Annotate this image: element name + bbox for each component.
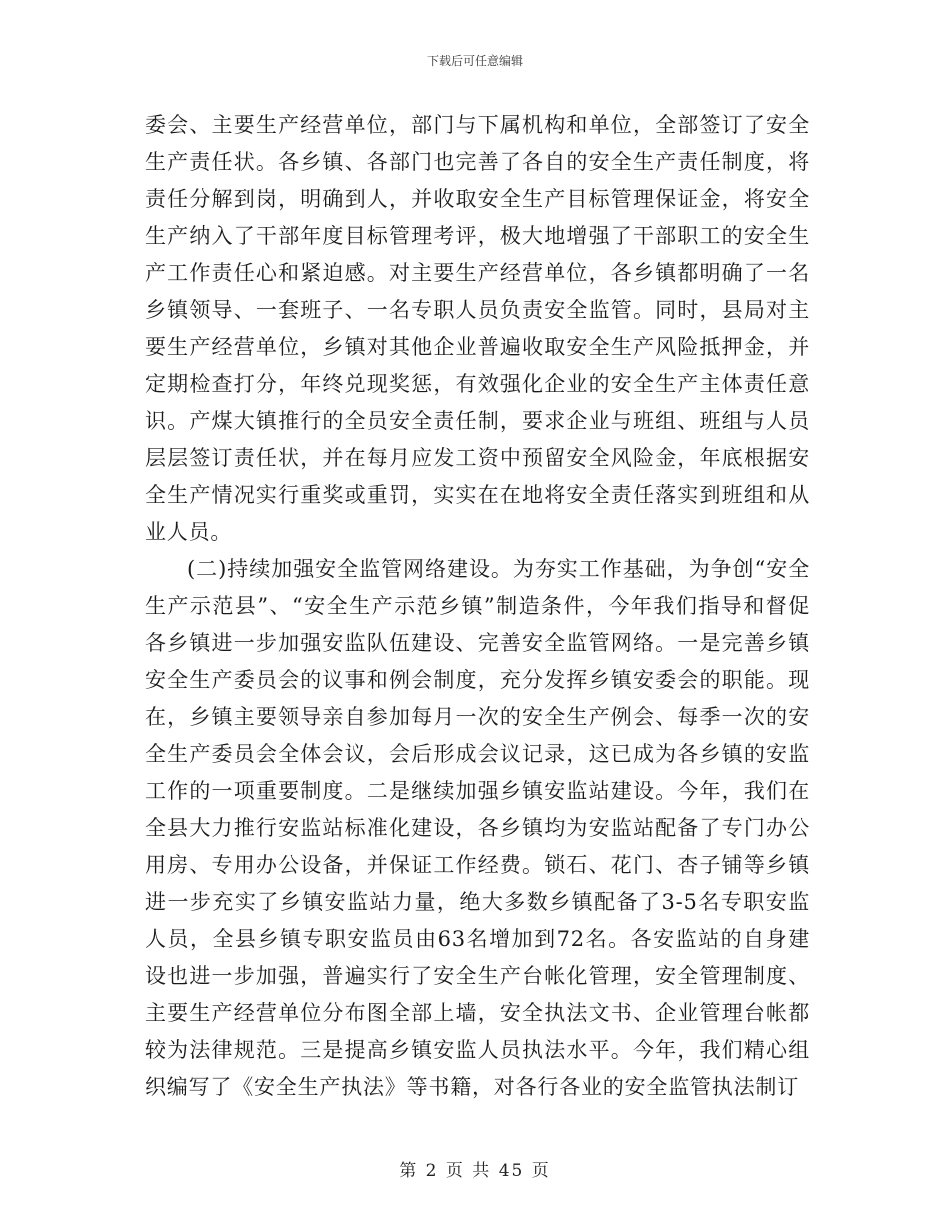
body-paragraph-2: (二)持续加强安全监管网络建设。为夯实工作基础，为争创“安全生产示范县”、“安全生产示范乡镇”制造条件，今年我们指导和督促各乡镇进一步加强安监队伍建设、完善安全监管网络。一是完善乡镇安全生产委员会的议事和例会制度，充分发挥乡镇安委会的职能。现在，乡镇主要领导亲自参加每月一次的安全生产例会、每季一次的安全生产委员会全体会议，会后形成会议记录，这已成为各乡镇的安监工作的一项重要制度。二是继续加强乡镇安监站建设。今年，我们在全县大力推行安监站标准化建设，各乡镇均为安监站配备了专门办公用房、专用办公设备，并保证工作经费。锁石、花门、杏子铺等乡镇进一步充实了乡镇安监站力量，绝大多数乡镇配备了3-5名专职安监人员，全县乡镇专职安监员由63名增加到72名。各安监站的自身建设也进一步加强，普遍实行了安全生产台帐化管理，安全管理制度、主要生产经营单位分布图全部上墙，安全执法文书、企业管理台帐都较为法律规范。三是提高乡镇安监人员执法水平。今年，我们精心组织编写了《安全生产执法》等书籍，对各行各业的安全监管执法制订 <box>145 557 810 1099</box>
document-body <box>145 107 810 1106</box>
page-number-footer: 第 2 页 共 45 页 <box>399 1161 551 1181</box>
page-header: 下载后可任意编辑 <box>426 54 523 68</box>
body-paragraph-1: 委会、主要生产经营单位，部门与下属机构和单位，全部签订了安全生产责任状。各乡镇、各部门也完善了各自的安全生产责任制度，将责任分解到岗，明确到人，并收取安全生产目标管理保证金，将安全生产纳入了干部年度目标管理考评，极大地增强了干部职工的安全生产工作责任心和紧迫感。对主要生产经营单位，各乡镇都明确了一名乡镇领导、一套班子、一名专职人员负责安全监管。同时，县局对主要生产经营单位，乡镇对其他企业普遍收取安全生产风险抵押金，并定期检查打分，年终兑现奖惩，有效强化企业的安全生产主体责任意识。产煤大镇推行的全员安全责任制，要求企业与班组、班组与人员层层签订责任状，并在每月应发工资中预留安全风险金，年底根据安全生产情况实行重奖或重罚，实实在在地将安全责任落实到班组和从业人员。 <box>145 113 810 544</box>
